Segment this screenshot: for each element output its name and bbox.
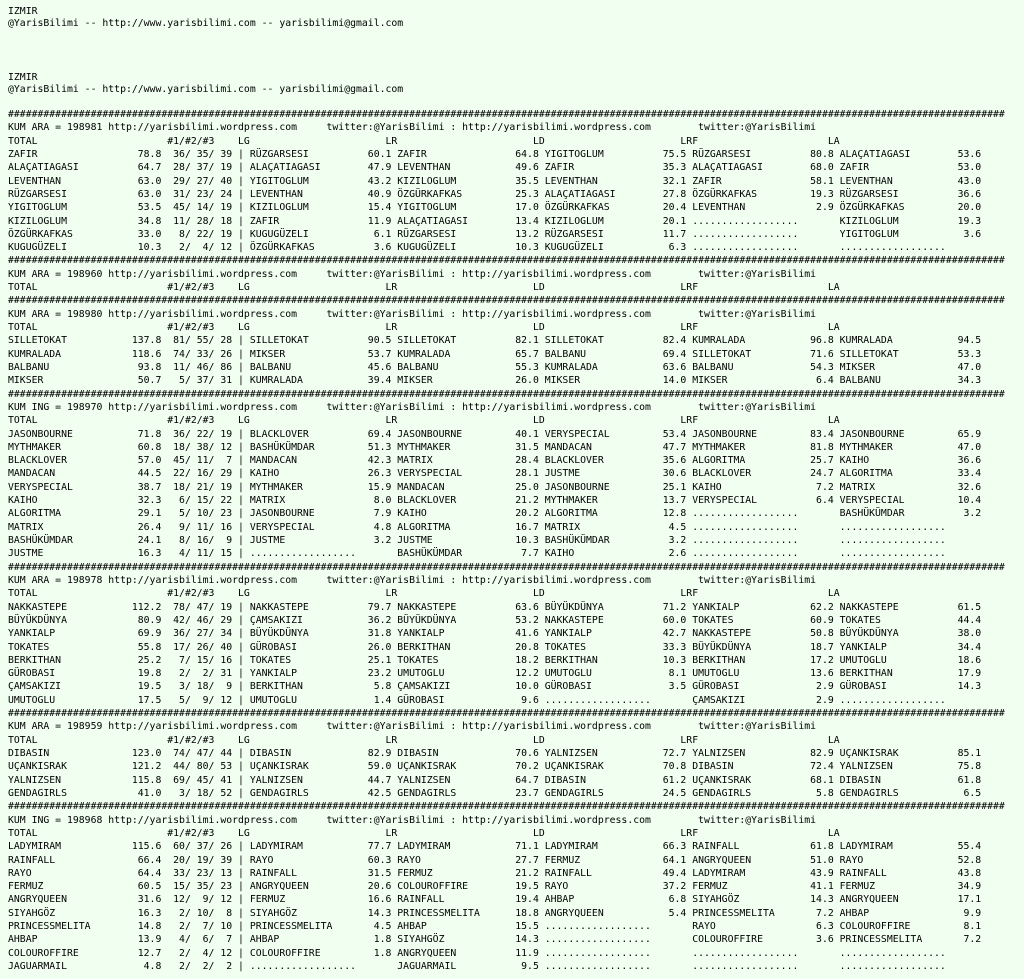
table-row: DIBASIN 123.0 74/ 47/ 44 | DIBASIN 82.9 DIBASIN 70.6 YALNIZSEN 72.7 YALNIZSEN 82.9 UÇANKISRAK 85.1	[8, 748, 982, 759]
table-row: MYTHMAKER 60.8 18/ 38/ 12 | BASHÜKÜMDAR 51.3 MYTHMAKER 31.5 MANDACAN 47.7 MYTHMAKER 81.8 MYTHMAKER 47.0	[8, 441, 982, 453]
section-title: KUM ARA = 198959 http://yarisbilimi.wordpress.com twitter:@YarisBilimi : http://yarisbilimi.wordpress.com twitter:@YarisBilimi	[8, 721, 817, 733]
column-header-row: TOTAL #1/#2/#3 LG LR LD LRF LA	[8, 282, 840, 294]
table-row: LEVENTHAN 63.0 29/ 27/ 40 | YIGITOGLUM 43.2 KIZILOGLUM 35.5 LEVENTHAN 32.1 ZAFIR 58.1 LEVENTHAN 43.0	[8, 175, 982, 187]
table-row: BLACKLOVER 57.0 45/ 11/ 7 | MANDACAN 42.3 MATRIX 28.4 BLACKLOVER 35.6 ALGORITMA 25.7 KAIHO 36.6	[8, 455, 982, 467]
table-row: ZAFIR 78.8 36/ 35/ 39 | RÜZGARSESI 60.1 ZAFIR 64.8 YIGITOGLUM 75.5 RÜZGARSESI 80.8 ALAÇATIAGASI 53.6	[8, 148, 982, 160]
section-title: KUM ARA = 198960 http://yarisbilimi.wordpress.com twitter:@YarisBilimi : http://yarisbilimi.wordpress.com twitter:@YarisBilimi	[8, 268, 817, 280]
table-row: KUGUGÜZELI 10.3 2/ 4/ 12 | ÖZGÜRKAFKAS 3.6 KUGUGÜZELI 10.3 KUGUGÜZELI 6.3 .................. ..................	[8, 242, 982, 254]
table-row: FERMUZ 60.5 15/ 35/ 23 | ANGRYQUEEN 20.6 COLOUROFFIRE 19.5 RAYO 37.2 FERMUZ 41.1 FERMUZ 34.9	[8, 881, 982, 893]
table-row: SIYAHGÖZ 16.3 2/ 10/ 8 | SIYAHGÖZ 14.3 PRINCESSMELITA 18.8 ANGRYQUEEN 5.4 PRINCESSMELITA 7.2 AHBAP 9.9	[8, 907, 982, 919]
table-row: SILLETOKAT 137.8 81/ 55/ 28 | SILLETOKAT 90.5 SILLETOKAT 82.1 SILLETOKAT 82.4 KUMRALADA 96.8 KUMRALADA 94.5	[8, 335, 982, 347]
section-title: KUM ARA = 198980 http://yarisbilimi.wordpress.com twitter:@YarisBilimi : http://yarisbilimi.wordpress.com twitter:@YarisBilimi	[8, 308, 817, 320]
table-row: PRINCESSMELITA 14.8 2/ 7/ 10 | PRINCESSMELITA 4.5 AHBAP 15.5 .................. RAYO 6.3 COLOUROFFIRE 8.1	[8, 921, 982, 933]
table-row: KAIHO 32.3 6/ 15/ 22 | MATRIX 8.0 BLACKLOVER 21.2 MYTHMAKER 13.7 VERYSPECIAL 6.4 VERYSPECIAL 10.4	[8, 495, 982, 507]
table-row: ÇAMSAKIZI 19.5 3/ 18/ 9 | BERKITHAN 5.8 ÇAMSAKIZI 10.0 GÜROBASI 3.5 GÜROBASI 2.9 GÜROBASI 14.3	[8, 681, 982, 693]
header-contact-line: @YarisBilimi -- http://www.yarisbilimi.com -- yarisbilimi@gmail.com	[8, 84, 404, 95]
table-row: UMUTOGLU 17.5 5/ 9/ 12 | UMUTOGLU 1.4 GÜROBASI 9.6 .................. ÇAMSAKIZI 2.9 ..................	[8, 694, 982, 706]
table-row: JASONBOURNE 71.8 36/ 22/ 19 | BLACKLOVER 69.4 JASONBOURNE 40.1 VERYSPECIAL 53.4 JASONBOURNE 83.4 JASONBOURNE 65.9	[8, 428, 982, 440]
separator-line: #########################################################################################################################################################################	[8, 109, 1005, 120]
column-header-row: TOTAL #1/#2/#3 LG LR LD LRF LA	[8, 827, 840, 839]
header-title: IZMIR	[8, 6, 38, 17]
section-title: KUM ING = 198970 http://yarisbilimi.wordpress.com twitter:@YarisBilimi : http://yarisbilimi.wordpress.com twitter:@YarisBilimi	[8, 401, 817, 413]
section-title: KUM ARA = 198981 http://yarisbilimi.wordpress.com twitter:@YarisBilimi : http://yarisbilimi.wordpress.com twitter:@YarisBilimi	[8, 122, 817, 134]
table-row: GENDAGIRLS 41.0 3/ 18/ 52 | GENDAGIRLS 42.5 GENDAGIRLS 23.7 GENDAGIRLS 24.5 GENDAGIRLS 5.8 GENDAGIRLS 6.5	[8, 787, 982, 799]
header-title: IZMIR	[8, 72, 38, 83]
column-header-row: TOTAL #1/#2/#3 LG LR LD LRF LA	[8, 588, 840, 600]
table-row: YALNIZSEN 115.8 69/ 45/ 41 | YALNIZSEN 44.7 YALNIZSEN 64.7 DIBASIN 61.2 UÇANKISRAK 68.1 DIBASIN 61.8	[8, 774, 982, 786]
table-row: BASHÜKÜMDAR 24.1 8/ 16/ 9 | JUSTME 3.2 JUSTME 10.3 BASHÜKÜMDAR 3.2 .................. ..................	[8, 535, 982, 546]
table-row: JAGUARMAIL 4.8 2/ 2/ 2 | .................. JAGUARMAIL 9.5 .................. .................. ..................	[8, 961, 982, 972]
table-row: ANGRYQUEEN 31.6 12/ 9/ 12 | FERMUZ 16.6 RAINFALL 19.4 AHBAP 6.8 SIYAHGÖZ 14.3 ANGRYQUEEN 17.1	[8, 894, 982, 906]
column-header-row: TOTAL #1/#2/#3 LG LR LD LRF LA	[8, 415, 840, 427]
table-row: AHBAP 13.9 4/ 6/ 7 | AHBAP 1.8 SIYAHGÖZ 14.3 .................. COLOUROFFIRE 3.6 PRINCESSMELITA 7.2	[8, 934, 982, 946]
separator-line: #########################################################################################################################################################################	[8, 255, 1005, 267]
separator-line: #########################################################################################################################################################################	[8, 801, 1005, 813]
table-row: ALAÇATIAGASI 64.7 28/ 37/ 19 | ALAÇATIAGASI 47.9 LEVENTHAN 49.6 ZAFIR 35.3 ALAÇATIAGASI 68.0 ZAFIR 53.0	[8, 162, 982, 174]
section-title: KUM ARA = 198978 http://yarisbilimi.wordpress.com twitter:@YarisBilimi : http://yarisbilimi.wordpress.com twitter:@YarisBilimi	[8, 574, 817, 586]
table-row: RAINFALL 66.4 20/ 19/ 39 | RAYO 60.3 RAYO 27.7 FERMUZ 64.1 ANGRYQUEEN 51.0 RAYO 52.8	[8, 854, 982, 866]
separator-line: #########################################################################################################################################################################	[8, 295, 1005, 307]
section-title: KUM ING = 198968 http://yarisbilimi.wordpress.com twitter:@YarisBilimi : http://yarisbilimi.wordpress.com twitter:@YarisBilimi	[8, 814, 817, 826]
separator-line: #########################################################################################################################################################################	[8, 561, 1005, 573]
table-row: MIKSER 50.7 5/ 37/ 31 | KUMRALADA 39.4 MIKSER 26.0 MIKSER 14.0 MIKSER 6.4 BALBANU 34.3	[8, 375, 982, 387]
table-row: TOKATES 55.8 17/ 26/ 40 | GÜROBASI 26.0 BERKITHAN 20.8 TOKATES 33.3 BÜYÜKDÜNYA 18.7 YANKIALP 34.4	[8, 641, 982, 653]
table-row: ÖZGÜRKAFKAS 33.0 8/ 22/ 19 | KUGUGÜZELI 6.1 RÜZGARSESI 13.2 RÜZGARSESI 11.7 .................. YIGITOGLUM 3.6	[8, 228, 982, 240]
table-row: YIGITOGLUM 53.5 45/ 14/ 19 | KIZILOGLUM 15.4 YIGITOGLUM 17.0 ÖZGÜRKAFKAS 20.4 LEVENTHAN 2.9 ÖZGÜRKAFKAS 20.0	[8, 202, 982, 214]
column-header-row: TOTAL #1/#2/#3 LG LR LD LRF LA	[8, 135, 840, 147]
race-report	[8, 108, 1005, 973]
column-header-row: TOTAL #1/#2/#3 LG LR LD LRF LA	[8, 322, 840, 333]
column-header-row: TOTAL #1/#2/#3 LG LR LD LRF LA	[8, 734, 840, 746]
table-row: NAKKASTEPE 112.2 78/ 47/ 19 | NAKKASTEPE 79.7 NAKKASTEPE 63.6 BÜYÜKDÜNYA 71.2 YANKIALP 62.2 NAKKASTEPE 61.5	[8, 601, 982, 613]
table-row: RAYO 64.4 33/ 23/ 13 | RAINFALL 31.5 FERMUZ 21.2 RAINFALL 49.4 LADYMIRAM 43.9 RAINFALL 43.8	[8, 867, 982, 879]
table-row: JUSTME 16.3 4/ 11/ 15 | .................. BASHÜKÜMDAR 7.7 KAIHO 2.6 .................. ..................	[8, 548, 982, 560]
separator-line: #########################################################################################################################################################################	[8, 388, 1005, 400]
table-row: BERKITHAN 25.2 7/ 15/ 16 | TOKATES 25.1 TOKATES 18.2 BERKITHAN 10.3 BERKITHAN 17.2 UMUTOGLU 18.6	[8, 654, 982, 666]
table-row: VERYSPECIAL 38.7 18/ 21/ 19 | MYTHMAKER 15.9 MANDACAN 25.0 JASONBOURNE 25.1 KAIHO 7.2 MATRIX 32.6	[8, 481, 982, 493]
table-row: KUMRALADA 118.6 74/ 33/ 26 | MIKSER 53.7 KUMRALADA 65.7 BALBANU 69.4 SILLETOKAT 71.6 SILLETOKAT 53.3	[8, 348, 982, 360]
table-row: BÜYÜKDÜNYA 80.9 42/ 46/ 29 | ÇAMSAKIZI 36.2 BÜYÜKDÜNYA 53.2 NAKKASTEPE 60.0 TOKATES 60.9 TOKATES 44.4	[8, 614, 982, 626]
table-row: YANKIALP 69.9 36/ 27/ 34 | BÜYÜKDÜNYA 31.8 YANKIALP 41.6 YANKIALP 42.7 NAKKASTEPE 50.8 BÜYÜKDÜNYA 38.0	[8, 628, 982, 640]
table-row: ALGORITMA 29.1 5/ 10/ 23 | JASONBOURNE 7.9 KAIHO 20.2 ALGORITMA 12.8 .................. BASHÜKÜMDAR 3.2	[8, 508, 982, 520]
table-row: UÇANKISRAK 121.2 44/ 80/ 53 | UÇANKISRAK 59.0 UÇANKISRAK 70.2 UÇANKISRAK 70.8 DIBASIN 72.4 YALNIZSEN 75.8	[8, 761, 982, 773]
separator-line: #########################################################################################################################################################################	[8, 708, 1005, 720]
header-contact-line: @YarisBilimi -- http://www.yarisbilimi.com -- yarisbilimi@gmail.com	[8, 18, 404, 29]
table-row: KIZILOGLUM 34.8 11/ 28/ 18 | ZAFIR 11.9 ALAÇATIAGASI 13.4 KIZILOGLUM 20.1 .................. KIZILOGLUM 19.3	[8, 215, 982, 227]
table-row: MANDACAN 44.5 22/ 16/ 29 | KAIHO 26.3 VERYSPECIAL 28.1 JUSTME 30.6 BLACKLOVER 24.7 ALGORITMA 33.4	[8, 468, 982, 480]
table-row: LADYMIRAM 115.6 60/ 37/ 26 | LADYMIRAM 77.7 LADYMIRAM 71.1 LADYMIRAM 66.3 RAINFALL 61.8 LADYMIRAM 55.4	[8, 841, 982, 853]
table-row: BALBANU 93.8 11/ 46/ 86 | BALBANU 45.6 BALBANU 55.3 KUMRALADA 63.6 BALBANU 54.3 MIKSER 47.0	[8, 361, 982, 373]
table-row: COLOUROFFIRE 12.7 2/ 4/ 12 | COLOUROFFIRE 1.8 ANGRYQUEEN 11.9 .................. .................. ..................	[8, 947, 982, 959]
table-row: RÜZGARSESI 63.0 31/ 23/ 24 | LEVENTHAN 40.9 ÖZGÜRKAFKAS 25.3 ALAÇATIAGASI 27.8 ÖZGÜRKAFKAS 19.3 RÜZGARSESI 36.6	[8, 188, 982, 200]
table-row: GÜROBASI 19.8 2/ 2/ 31 | YANKIALP 23.2 UMUTOGLU 12.2 UMUTOGLU 8.1 UMUTOGLU 13.6 BERKITHAN 17.9	[8, 668, 982, 680]
table-row: MATRIX 26.4 9/ 11/ 16 | VERYSPECIAL 4.8 ALGORITMA 16.7 MATRIX 4.5 .................. ..................	[8, 521, 982, 533]
